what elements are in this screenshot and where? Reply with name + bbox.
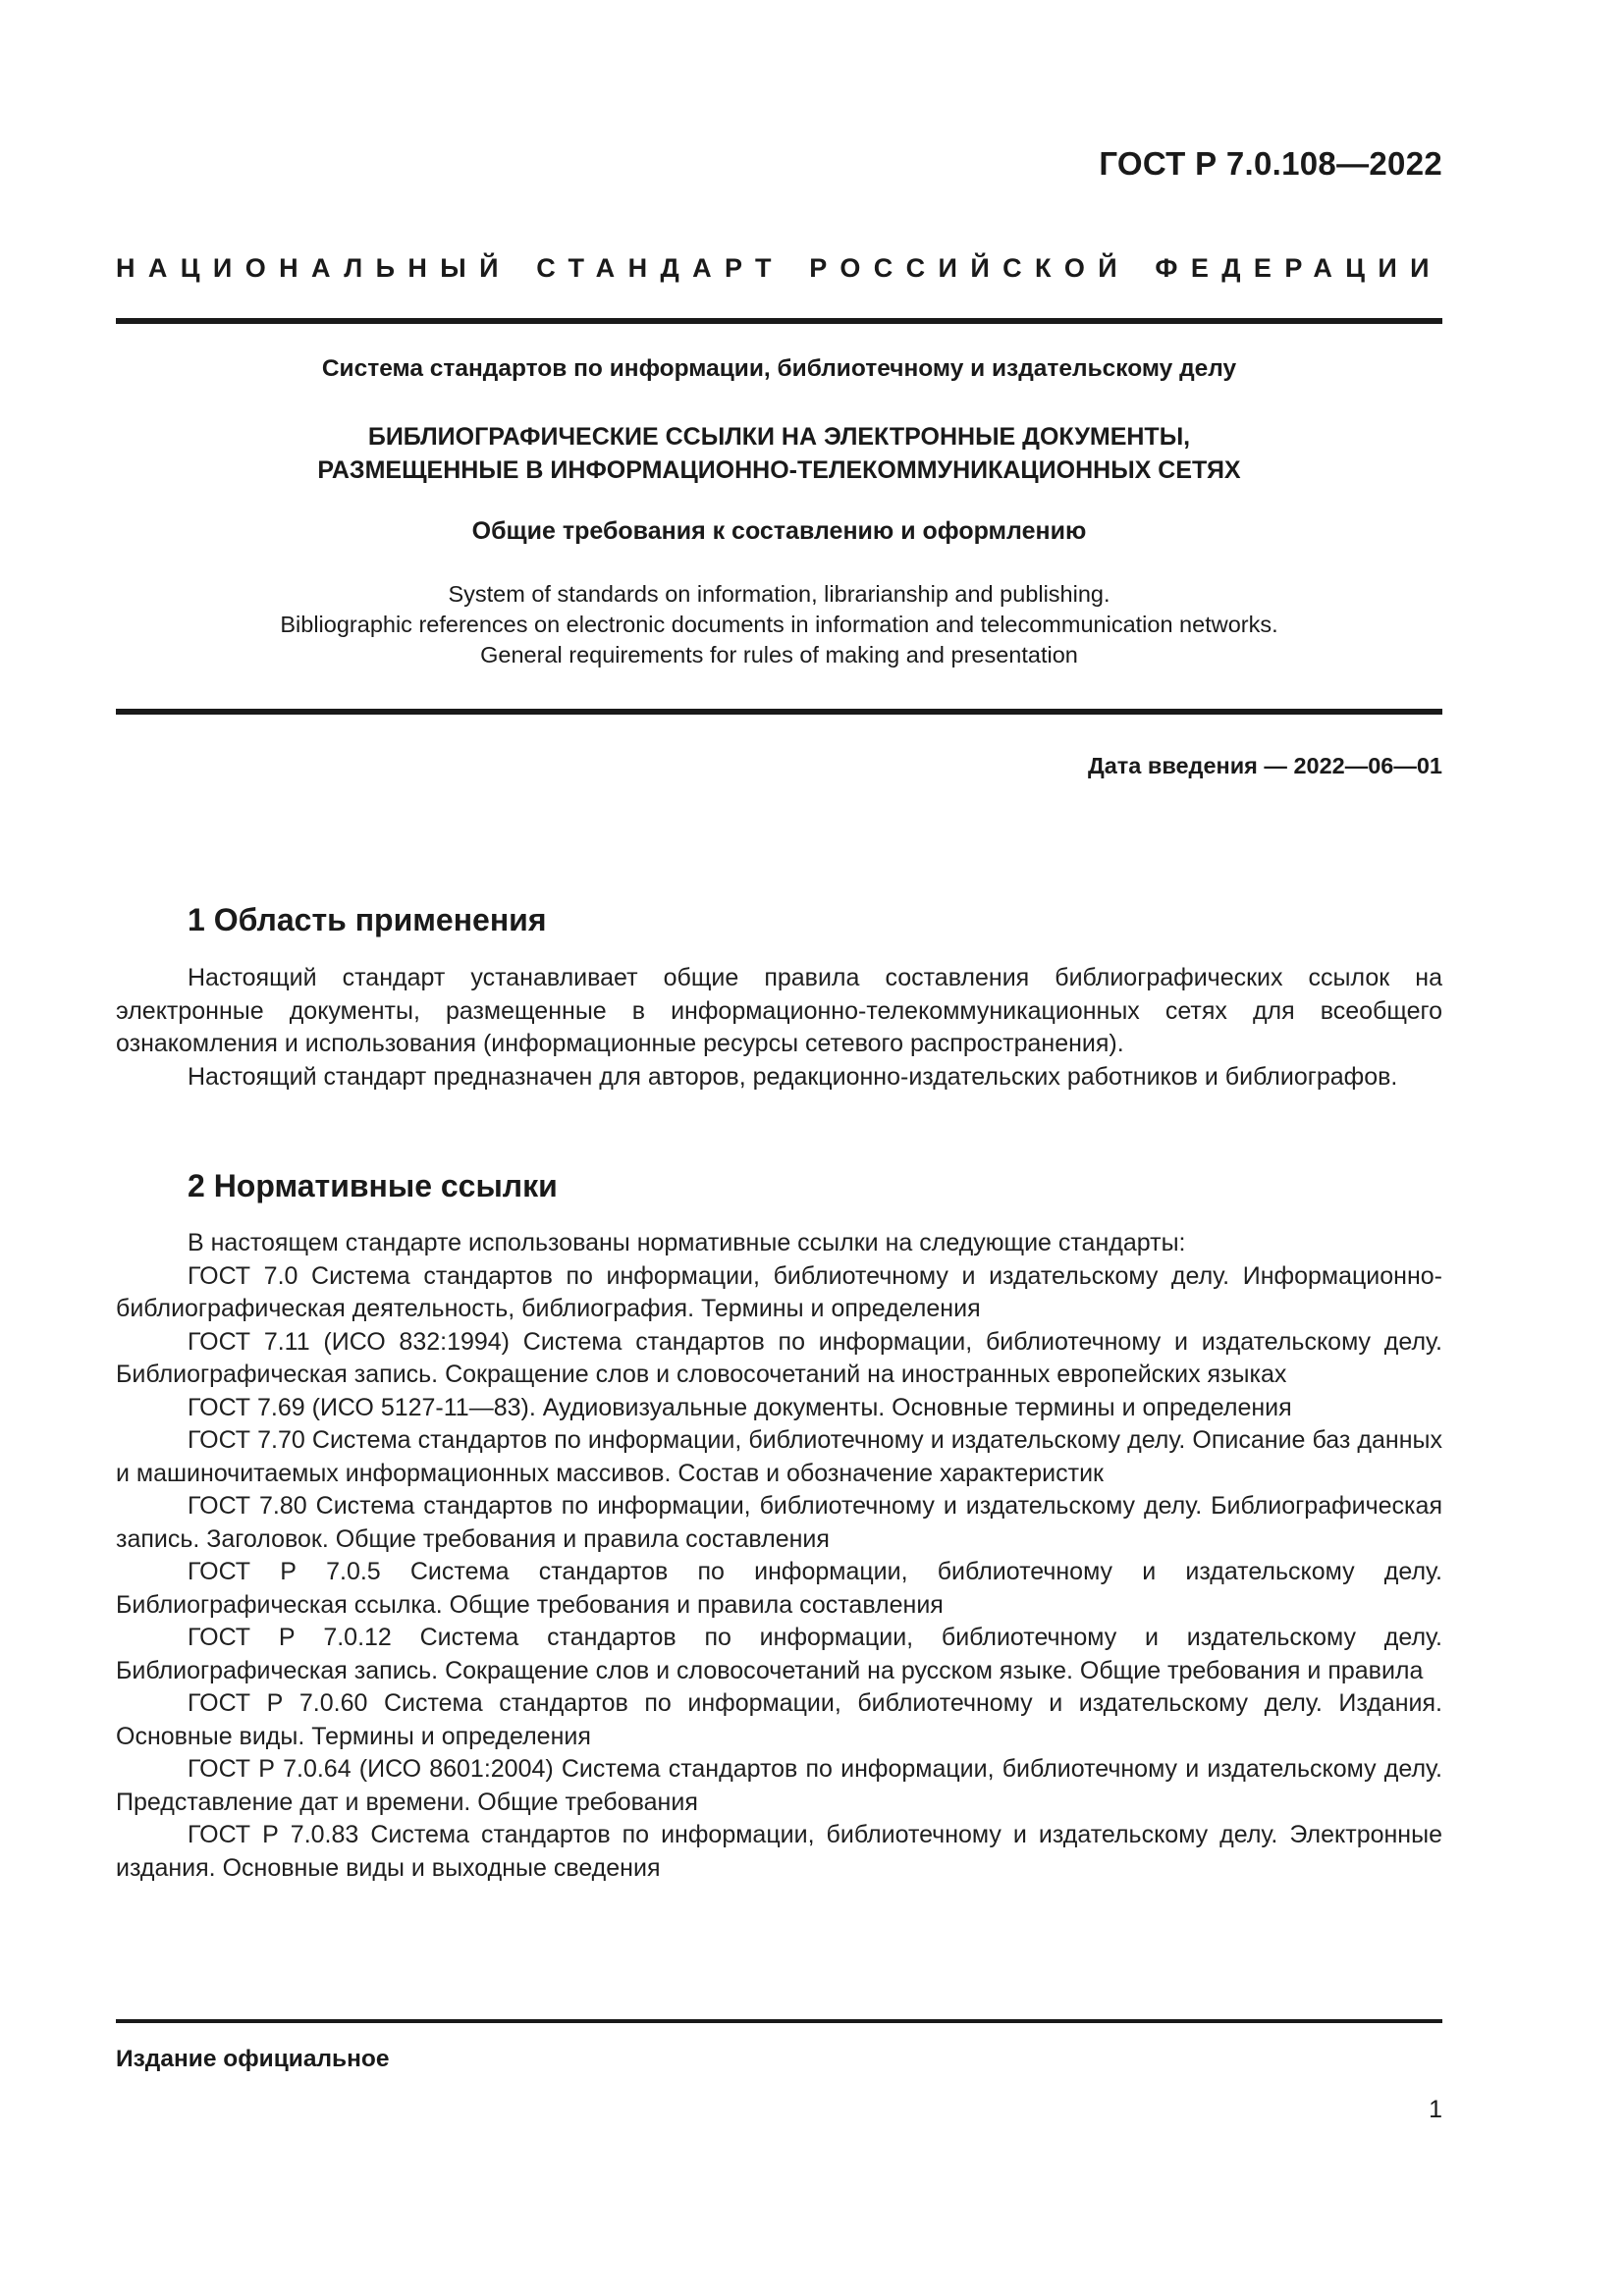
- reference-item: ГОСТ Р 7.0.64 (ИСО 8601:2004) Система стандартов по информации, библиотечному и издательскому делу. Представление дат и времени. Общие требования: [116, 1755, 1442, 1816]
- reference-item: ГОСТ Р 7.0.5 Система стандартов по информации, библиотечному и издательскому делу. Библиографическая ссылка. Общие требования и правила составления: [116, 1558, 1442, 1619]
- section-1-body: [116, 962, 1442, 1094]
- english-title: [116, 579, 1442, 670]
- reference-item: ГОСТ 7.11 (ИСО 832:1994) Система стандартов по информации, библиотечному и издательскому делу. Библиографическая запись. Сокращение слов и словосочетаний на иностранных европейских языках: [116, 1327, 1442, 1388]
- document-code: ГОСТ Р 7.0.108—2022: [1099, 145, 1442, 182]
- main-title: [116, 420, 1442, 487]
- paragraph: Настоящий стандарт предназначен для авторов, редакционно-издательских работников и библиографов.: [188, 1062, 1398, 1091]
- english-title-line-2: Bibliographic references on electronic documents in information and telecommunication networks.: [280, 612, 1278, 637]
- page-number: 1: [1429, 2096, 1442, 2123]
- system-title: Система стандартов по информации, библиотечному и издательскому делу: [321, 355, 1237, 382]
- section-2-heading: 2 Нормативные ссылки: [188, 1168, 558, 1203]
- english-title-line-1: System of standards on information, librarianship and publishing.: [448, 581, 1110, 607]
- top-divider: [116, 318, 1442, 324]
- english-title-line-3: General requirements for rules of making and presentation: [480, 642, 1078, 667]
- middle-divider: [116, 709, 1442, 715]
- reference-item: ГОСТ 7.70 Система стандартов по информации, библиотечному и издательскому делу. Описание баз данных и машиночитаемых информационных массивов. Состав и обозначение характеристик: [116, 1426, 1442, 1487]
- footer-divider: [116, 2019, 1442, 2023]
- main-title-line-2: РАЗМЕЩЕННЫЕ В ИНФОРМАЦИОННО-ТЕЛЕКОММУНИКАЦИОННЫХ СЕТЯХ: [317, 456, 1241, 484]
- introduction-date: Дата введения — 2022—06—01: [1087, 753, 1442, 778]
- reference-item: ГОСТ Р 7.0.12 Система стандартов по информации, библиотечному и издательскому делу. Библиографическая запись. Сокращение слов и словосочетаний на русском языке. Общие требования и правила: [116, 1624, 1442, 1684]
- reference-item: ГОСТ 7.80 Система стандартов по информации, библиотечному и издательскому делу. Библиографическая запись. Заголовок. Общие требования и правила составления: [116, 1492, 1442, 1553]
- reference-item: ГОСТ 7.69 (ИСО 5127-11—83). Аудиовизуальные документы. Основные термины и определения: [188, 1393, 1292, 1421]
- section-2-body: [116, 1227, 1442, 1885]
- paragraph: Настоящий стандарт устанавливает общие правила составления библиографических ссылок на электронные документы, размещенные в информационно-телекоммуникационных сетях для всеобщего ознакомления и использования (информационные ресурсы сетевого распространения).: [116, 964, 1442, 1057]
- main-title-line-1: БИБЛИОГРАФИЧЕСКИЕ ССЫЛКИ НА ЭЛЕКТРОННЫЕ ДОКУМЕНТЫ,: [367, 423, 1191, 451]
- national-standard-banner: НАЦИОНАЛЬНЫЙ СТАНДАРТ РОССИЙСКОЙ ФЕДЕРАЦИИ: [116, 253, 1442, 283]
- reference-item: ГОСТ 7.0 Система стандартов по информации, библиотечному и издательскому делу. Информационно-библиографическая деятельность, библиография. Термины и определения: [116, 1261, 1442, 1322]
- section-1-heading: 1 Область применения: [188, 902, 547, 937]
- edition-label: Издание официальное: [116, 2046, 390, 2072]
- paragraph: В настоящем стандарте использованы нормативные ссылки на следующие стандарты:: [188, 1229, 1186, 1256]
- reference-item: ГОСТ Р 7.0.83 Система стандартов по информации, библиотечному и издательскому делу. Электронные издания. Основные виды и выходные сведения: [116, 1821, 1442, 1882]
- subtitle: Общие требования к составлению и оформлению: [471, 517, 1087, 545]
- reference-item: ГОСТ Р 7.0.60 Система стандартов по информации, библиотечному и издательскому делу. Издания. Основные виды. Термины и определения: [116, 1689, 1442, 1750]
